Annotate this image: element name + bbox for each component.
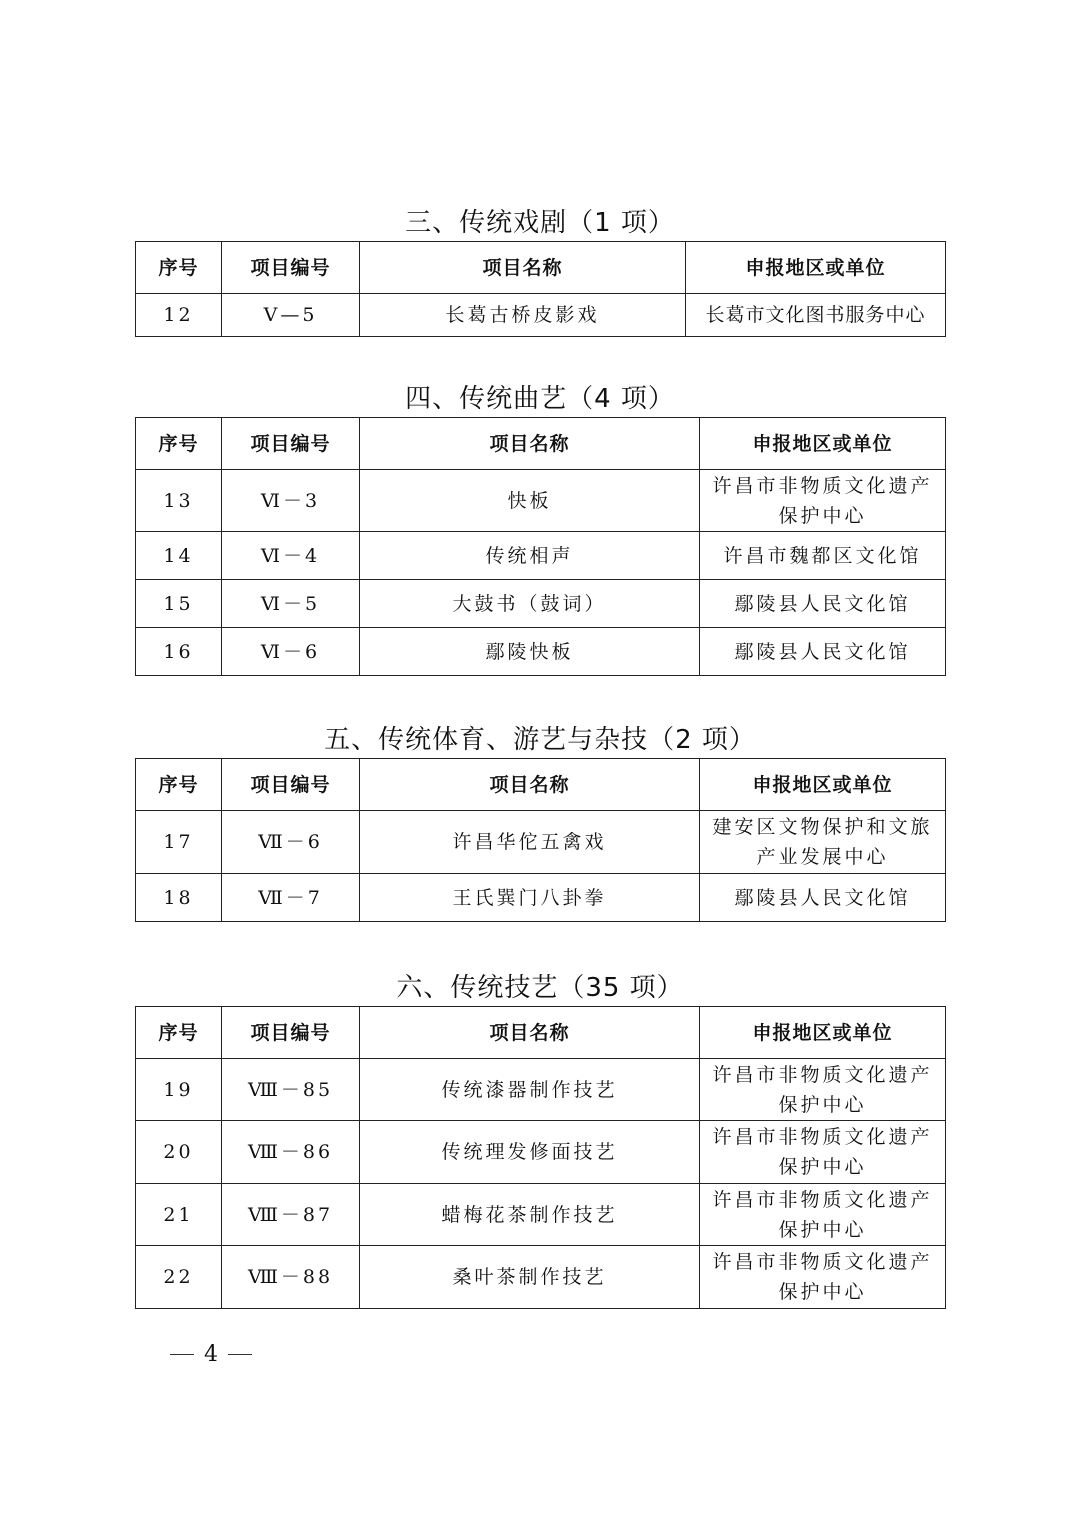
- cell-code: Ⅷ－88: [222, 1246, 360, 1309]
- cell-name: 大鼓书（鼓词）: [360, 580, 700, 628]
- table-row: [136, 470, 946, 532]
- table-traditional-drama: [135, 241, 946, 337]
- cell-seq: 19: [136, 1059, 222, 1121]
- table-traditional-quyi: [135, 417, 946, 676]
- cell-name: 许昌华佗五禽戏: [360, 811, 700, 874]
- table-row: [136, 580, 946, 628]
- header-name: 项目名称: [360, 418, 700, 470]
- cell-name: 传统漆器制作技艺: [360, 1059, 700, 1121]
- table-header-row: [136, 418, 946, 470]
- page-footer: [170, 1342, 252, 1367]
- header-code: 项目编号: [222, 759, 360, 811]
- cell-name: 传统理发修面技艺: [360, 1121, 700, 1184]
- cell-unit: 许昌市非物质文化遗产保护中心: [700, 470, 946, 532]
- cell-seq: 18: [136, 874, 222, 922]
- cell-unit: 许昌市非物质文化遗产保护中心: [700, 1246, 946, 1309]
- table-row: [136, 1121, 946, 1184]
- cell-code: Ⅵ－6: [222, 628, 360, 676]
- header-name: 项目名称: [360, 759, 700, 811]
- cell-unit: 许昌市非物质文化遗产保护中心: [700, 1121, 946, 1184]
- section-title-traditional-drama: 三、传统戏剧（1 项）: [405, 208, 675, 238]
- cell-name: 鄢陵快板: [360, 628, 700, 676]
- table-row: [136, 532, 946, 580]
- cell-seq: 20: [136, 1121, 222, 1184]
- header-seq: 序号: [136, 759, 222, 811]
- cell-name: 王氏巽门八卦拳: [360, 874, 700, 922]
- table-header-row: [136, 759, 946, 811]
- header-unit: 申报地区或单位: [700, 418, 946, 470]
- cell-seq: 22: [136, 1246, 222, 1309]
- cell-name: 桑叶茶制作技艺: [360, 1246, 700, 1309]
- cell-name: 快板: [360, 470, 700, 532]
- cell-seq: 17: [136, 811, 222, 874]
- header-unit: 申报地区或单位: [700, 759, 946, 811]
- cell-unit: 鄢陵县人民文化馆: [700, 580, 946, 628]
- table-traditional-crafts: [135, 1006, 946, 1309]
- table-header-row: [136, 242, 946, 294]
- table-row: [136, 1184, 946, 1246]
- cell-code: Ⅵ－3: [222, 470, 360, 532]
- table-row: [136, 1059, 946, 1121]
- footer-dash-right: [228, 1354, 252, 1356]
- cell-name: 长葛古桥皮影戏: [360, 294, 686, 337]
- section-title-traditional-quyi: 四、传统曲艺（4 项）: [405, 384, 675, 414]
- header-seq: 序号: [136, 418, 222, 470]
- footer-dash-left: [170, 1354, 194, 1356]
- cell-code: Ⅴ—5: [222, 294, 360, 337]
- cell-unit: 建安区文物保护和文旅产业发展中心: [700, 811, 946, 874]
- table-traditional-sports: [135, 758, 946, 922]
- cell-seq: 15: [136, 580, 222, 628]
- table-row: [136, 294, 946, 337]
- section-title-traditional-sports: 五、传统体育、游艺与杂技（2 项）: [324, 725, 756, 755]
- cell-code: Ⅷ－87: [222, 1184, 360, 1246]
- table-header-row: [136, 1007, 946, 1059]
- cell-name: 传统相声: [360, 532, 700, 580]
- cell-code: Ⅵ－4: [222, 532, 360, 580]
- header-code: 项目编号: [222, 1007, 360, 1059]
- table-row: [136, 1246, 946, 1309]
- cell-unit: 鄢陵县人民文化馆: [700, 628, 946, 676]
- cell-code: Ⅷ－86: [222, 1121, 360, 1184]
- cell-code: Ⅷ－85: [222, 1059, 360, 1121]
- cell-seq: 13: [136, 470, 222, 532]
- cell-seq: 16: [136, 628, 222, 676]
- cell-seq: 12: [136, 294, 222, 337]
- header-seq: 序号: [136, 1007, 222, 1059]
- cell-unit: 许昌市非物质文化遗产保护中心: [700, 1059, 946, 1121]
- table-row: [136, 811, 946, 874]
- cell-unit: 许昌市魏都区文化馆: [700, 532, 946, 580]
- cell-name: 蜡梅花茶制作技艺: [360, 1184, 700, 1246]
- header-code: 项目编号: [222, 242, 360, 294]
- table-row: [136, 874, 946, 922]
- section-title-traditional-crafts: 六、传统技艺（35 项）: [396, 973, 684, 1003]
- header-unit: 申报地区或单位: [700, 1007, 946, 1059]
- cell-seq: 21: [136, 1184, 222, 1246]
- cell-code: Ⅶ－6: [222, 811, 360, 874]
- cell-code: Ⅶ－7: [222, 874, 360, 922]
- header-seq: 序号: [136, 242, 222, 294]
- table-row: [136, 628, 946, 676]
- header-name: 项目名称: [360, 1007, 700, 1059]
- cell-code: Ⅵ－5: [222, 580, 360, 628]
- header-code: 项目编号: [222, 418, 360, 470]
- cell-seq: 14: [136, 532, 222, 580]
- cell-unit: 鄢陵县人民文化馆: [700, 874, 946, 922]
- cell-unit: 长葛市文化图书服务中心: [686, 294, 946, 337]
- cell-unit: 许昌市非物质文化遗产保护中心: [700, 1184, 946, 1246]
- header-name: 项目名称: [360, 242, 686, 294]
- header-unit: 申报地区或单位: [686, 242, 946, 294]
- page-number: 4: [204, 1342, 218, 1367]
